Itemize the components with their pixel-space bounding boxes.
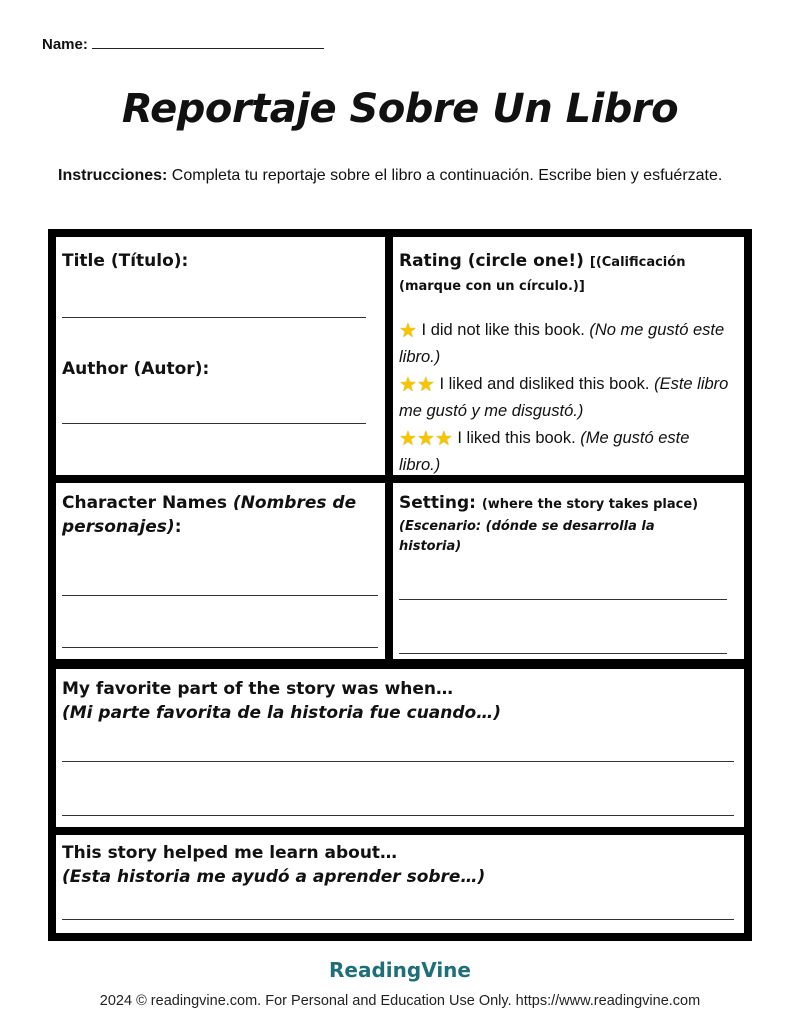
name-label: Name:: [42, 36, 88, 53]
rating-heading-es: [(Calificación (marque con un círculo.)]: [399, 255, 686, 294]
setting-label-small: (where the story takes place): [481, 497, 699, 512]
setting-cell: [393, 483, 744, 659]
instructions: [58, 163, 758, 188]
rating-option-text: I liked this book.: [452, 429, 581, 447]
book-report-grid: [48, 229, 752, 941]
rating-cell: [393, 237, 744, 475]
name-field: [42, 34, 324, 53]
star-icon: ★★★: [399, 428, 453, 450]
learned-about-cell: [56, 835, 744, 933]
rating-option-1[interactable]: [399, 317, 729, 371]
setting-label-es: (Escenario: (dónde se desarrolla la historia): [399, 519, 655, 554]
character-names-label-es: (Nombres de personajes): [62, 493, 357, 537]
favorite-part-cell: [56, 669, 744, 827]
instructions-label: Instrucciones:: [58, 167, 168, 184]
instructions-text: Completa tu reportaje sobre el libro a continuación. Escribe bien y esfuérzate.: [167, 167, 723, 184]
star-icon: ★: [399, 320, 417, 342]
favorite-write-line[interactable]: [62, 761, 734, 762]
favorite-write-line[interactable]: [62, 815, 734, 816]
character-write-line[interactable]: [62, 595, 378, 596]
author-write-line[interactable]: [62, 423, 366, 424]
character-names-label: [62, 491, 372, 539]
rating-option-3[interactable]: [399, 425, 729, 479]
title-write-line[interactable]: [62, 317, 366, 318]
setting-write-line[interactable]: [399, 653, 727, 654]
character-names-label-end: :: [174, 517, 182, 537]
character-names-label-en: Character Names: [62, 493, 233, 513]
setting-label: [399, 491, 739, 515]
title-author-cell: [56, 237, 385, 475]
setting-label-en: Setting:: [399, 493, 482, 513]
rating-option-2[interactable]: [399, 371, 729, 425]
learned-about-label: This story helped me learn about…: [62, 843, 398, 863]
rating-option-text-es: (Me gustó este libro.): [399, 429, 690, 474]
learned-write-line[interactable]: [62, 919, 734, 920]
favorite-part-label-es: (Mi parte favorita de la historia fue cuando…): [62, 703, 501, 723]
rating-heading: [399, 249, 739, 297]
rating-option-text-es: (No me gustó este libro.): [399, 321, 725, 366]
rating-option-text: I did not like this book.: [416, 321, 590, 339]
rating-heading-en: Rating (circle one!): [399, 251, 584, 271]
rating-option-text-es: (Este libro me gustó y me disgustó.): [399, 375, 729, 420]
character-write-line[interactable]: [62, 647, 378, 648]
setting-write-line[interactable]: [399, 599, 727, 600]
worksheet-title: Reportaje Sobre Un Libro: [121, 86, 679, 132]
star-icon: ★★: [399, 374, 435, 396]
copyright-footer: 2024 © readingvine.com. For Personal and Education Use Only. https://www.readingvine.com: [99, 993, 701, 1009]
character-names-cell: [56, 483, 385, 659]
learned-about-label-es: (Esta historia me ayudó a aprender sobre…): [62, 867, 486, 887]
favorite-part-label: My favorite part of the story was when…: [62, 679, 454, 699]
name-blank-line[interactable]: [92, 34, 324, 49]
title-label: Title (Título):: [62, 251, 189, 271]
author-label: Author (Autor):: [62, 359, 210, 379]
readingvine-logo: ReadingVine: [329, 958, 471, 982]
rating-option-text: I liked and disliked this book.: [434, 375, 655, 393]
